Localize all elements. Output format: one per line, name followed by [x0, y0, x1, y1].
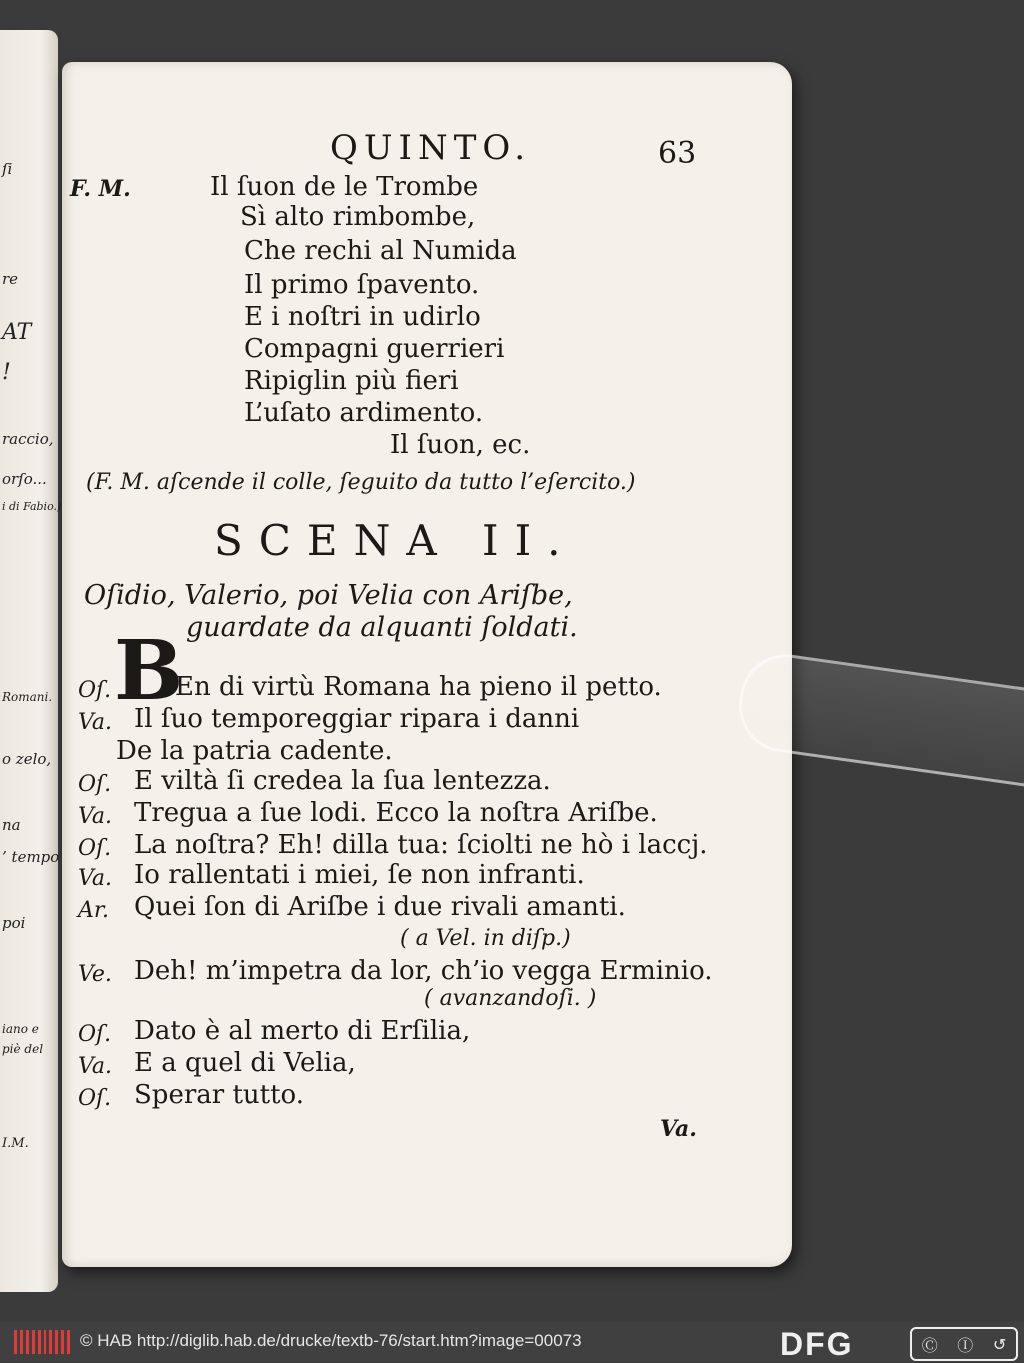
source-link[interactable]: © HAB http://diglib.hab.de/drucke/textb-76/start.htm?image=00073 — [80, 1331, 582, 1350]
stage-direction: (F. M. aſcende il colle, ſeguito da tutto l’eſercito.) — [86, 470, 636, 495]
by-icon: Ⓘ — [957, 1335, 974, 1355]
dialogue-line: E a quel di Velia, — [134, 1048, 356, 1078]
cc-license-badge[interactable] — [910, 1327, 1018, 1361]
left-page-edge — [0, 30, 62, 1292]
verse-line: Compagni guerrieri — [244, 334, 505, 364]
dialogue-line: E viltà ſi credea la ſua lentezza. — [134, 766, 551, 796]
verse-line: Il primo ſpavento. — [244, 270, 480, 300]
left-fragment: Romani. — [2, 690, 53, 704]
speaker-label: Va. — [78, 804, 112, 829]
left-fragment: na — [2, 816, 21, 834]
speaker-label: Oſ. — [78, 772, 112, 797]
dialogue-line: Tregua a ſue lodi. Ecco la noſtra Ariſbe. — [134, 798, 658, 828]
scene-title: SCENA II. — [214, 516, 577, 565]
left-fragment: ’ tempo — [2, 848, 60, 866]
speaker-label: Va. — [78, 866, 112, 891]
sa-icon: ↺ — [992, 1334, 1007, 1354]
catchword: Va. — [660, 1116, 697, 1142]
left-fragment: ! — [2, 360, 11, 385]
left-fragment: poi — [2, 914, 26, 932]
dialogue-line: Sperar tutto. — [134, 1080, 305, 1110]
verse-line: Sì alto rimbombe, — [240, 202, 476, 232]
speaker-label: Oſ. — [78, 1086, 112, 1111]
verse-line: E i noſtri in udirlo — [244, 302, 481, 332]
refrain-line: Il ſuon, ec. — [390, 430, 531, 460]
speaker-label: Ar. — [78, 898, 109, 923]
scene-cast: Oſidio, Valerio, poi Velia con Ariſbe, — [84, 580, 573, 611]
left-fragment: ſi — [2, 160, 13, 178]
verse-line: Che rechi al Numida — [244, 236, 517, 266]
left-fragment: I.M. — [2, 1136, 29, 1151]
verse-line: Ripiglin più fieri — [244, 366, 459, 396]
stage-direction: ( a Vel. in diſp.) — [400, 926, 571, 951]
page-number: 63 — [658, 136, 697, 171]
running-head: QUINTO. — [330, 128, 532, 168]
left-fragment: raccio, — [2, 430, 54, 448]
speaker-label: Oſ. — [78, 836, 112, 861]
dialogue-line: Io rallentati i miei, ſe non infranti. — [134, 860, 585, 890]
dialogue-line: Il ſuo temporeggiar ripara i danni — [134, 704, 580, 734]
verse-line: L’uſato ardimento. — [244, 398, 484, 428]
left-fragment: piè del — [2, 1042, 44, 1056]
dialogue-line: Dato è al merto di Erſilia, — [134, 1016, 471, 1046]
cc-icon: Ⓒ — [921, 1335, 938, 1355]
drop-cap: B — [114, 623, 184, 719]
dfg-logo: DFG — [780, 1326, 854, 1362]
dialogue-line: En di virtù Romana ha pieno il petto. — [175, 672, 662, 702]
dialogue-line: Quei ſon di Ariſbe i due rivali amanti. — [134, 892, 626, 922]
speaker-label: Va. — [78, 1054, 112, 1079]
dialogue-line: Deh! m’impetra da lor, ch’io vegga Erminio. — [134, 956, 713, 986]
speaker-label: Ve. — [78, 962, 112, 987]
left-fragment: i di Fabio.) — [2, 500, 62, 513]
dialogue-line: De la patria cadente. — [116, 736, 393, 766]
speaker-label: Oſ. — [78, 1022, 112, 1047]
left-fragment: AT — [2, 320, 32, 345]
hab-logo-icon — [14, 1330, 70, 1354]
left-fragment: re — [2, 270, 19, 288]
verse-line: Il ſuon de le Trombe — [210, 172, 479, 202]
viewer-footer — [0, 1322, 1024, 1362]
left-fragment: iano e — [2, 1022, 39, 1036]
speaker-label: F. M. — [70, 176, 131, 202]
stage-direction: ( avanzandoſi. ) — [424, 986, 597, 1011]
scene-cast: guardate da alquanti ſoldati. — [186, 612, 578, 643]
left-fragment: orſo... — [2, 470, 47, 488]
speaker-label: Va. — [78, 710, 112, 735]
left-fragment: o zelo, — [2, 750, 52, 768]
speaker-label: Oſ. — [78, 678, 112, 703]
dialogue-line: La noſtra? Eh! dilla tua: ſciolti ne hò i laccj. — [134, 830, 708, 860]
